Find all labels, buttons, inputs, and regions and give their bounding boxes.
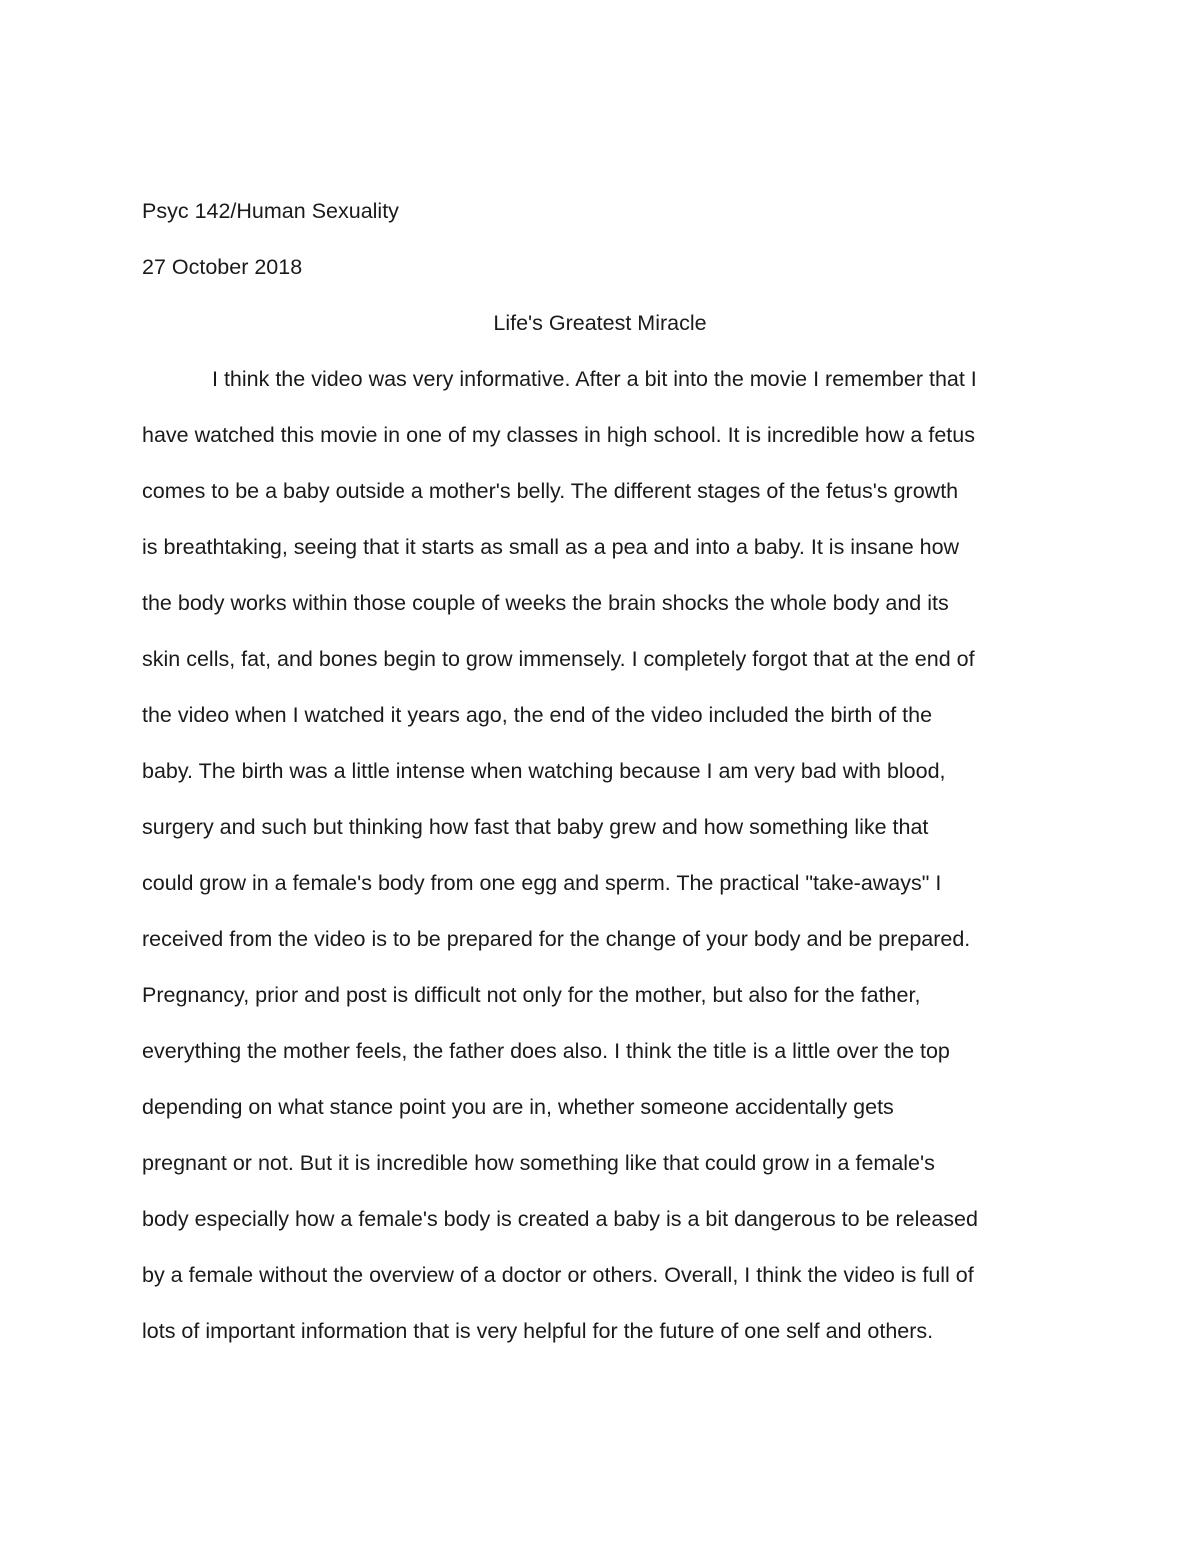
- body-line: the body works within those couple of weeks the brain shocks the whole body and its: [142, 591, 949, 615]
- body-line: Pregnancy, prior and post is difficult not only for the mother, but also for the father,: [142, 983, 921, 1007]
- body-line: have watched this movie in one of my classes in high school. It is incredible how a fetus: [142, 423, 975, 447]
- body-line: depending on what stance point you are in, whether someone accidentally gets: [142, 1095, 894, 1119]
- body-line: pregnant or not. But it is incredible how something like that could grow in a female's: [142, 1151, 935, 1175]
- body-line: is breathtaking, seeing that it starts as small as a pea and into a baby. It is insane how: [142, 535, 960, 559]
- course-heading: Psyc 142/Human Sexuality: [142, 199, 399, 223]
- body-line: received from the video is to be prepared for the change of your body and be prepared.: [142, 927, 971, 951]
- body-line: by a female without the overview of a doctor or others. Overall, I think the video is full of: [142, 1263, 974, 1287]
- essay-body: [142, 365, 1062, 1373]
- body-line: skin cells, fat, and bones begin to grow immensely. I completely forgot that at the end of: [142, 647, 975, 671]
- body-line: baby. The birth was a little intense when watching because I am very bad with blood,: [142, 759, 946, 783]
- body-line: body especially how a female's body is created a baby is a bit dangerous to be released: [142, 1207, 978, 1231]
- date-heading: 27 October 2018: [142, 255, 303, 279]
- body-line: I think the video was very informative. After a bit into the movie I remember that I: [212, 367, 977, 391]
- body-line: surgery and such but thinking how fast that baby grew and how something like that: [142, 815, 929, 839]
- body-line: the video when I watched it years ago, the end of the video included the birth of the: [142, 703, 933, 727]
- body-line: everything the mother feels, the father does also. I think the title is a little over the top: [142, 1039, 950, 1063]
- body-line: comes to be a baby outside a mother's belly. The different stages of the fetus's growth: [142, 479, 959, 503]
- body-line: could grow in a female's body from one egg and sperm. The practical "take-aways" I: [142, 871, 942, 895]
- essay-title: Life's Greatest Miracle: [493, 311, 707, 335]
- body-line: lots of important information that is very helpful for the future of one self and others.: [142, 1319, 934, 1343]
